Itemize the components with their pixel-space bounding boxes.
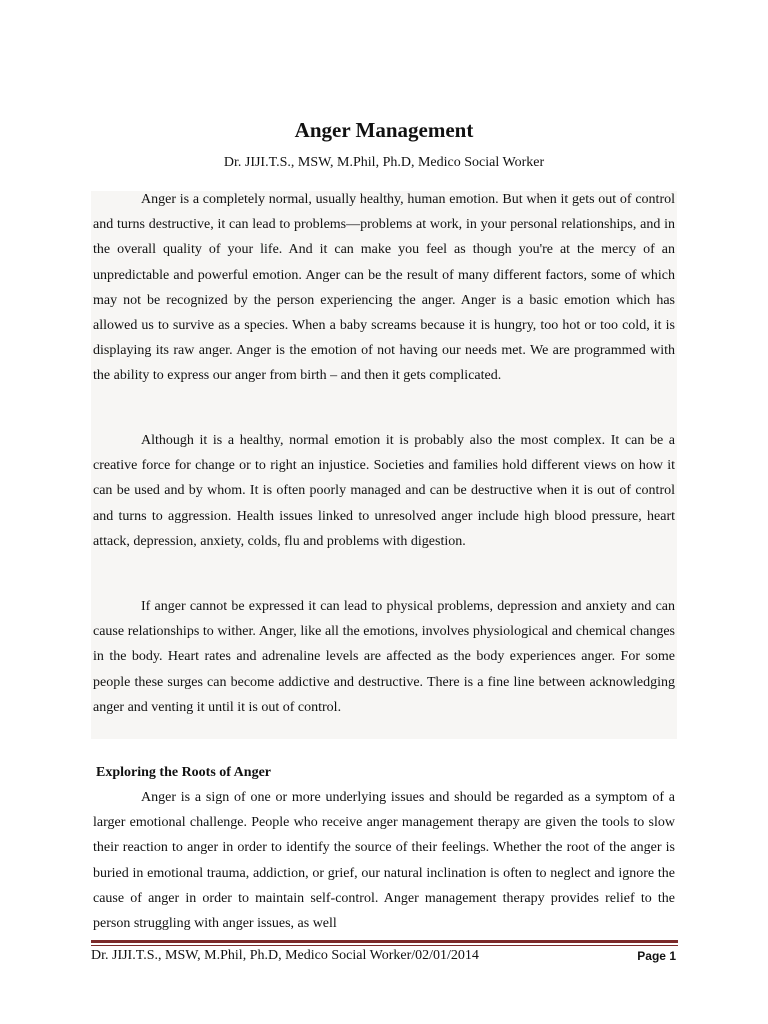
section-heading: Exploring the Roots of Anger <box>96 765 271 780</box>
footer-rule-thick <box>91 940 678 943</box>
footer-author-date: Dr. JIJI.T.S., MSW, M.Phil, Ph.D, Medico Social Worker/02/01/2014 <box>91 948 479 963</box>
document-title: Anger Management <box>294 118 474 142</box>
page-number: Page 1 <box>637 949 676 963</box>
section-paragraph: Anger is a sign of one or more underlying issues and should be regarded as a symptom of a larger emotional challenge. People who receive anger management therapy are given the tools to slow their reaction to anger in order to identify the source of their feelings. Whether the root of the anger is buried in emotional trauma, addiction, or grief, our natural inclination is often to neglect and ignore the cause of anger in order to maintain self-control. Anger management therapy provides relief to the person struggling with anger issues, as well <box>93 790 675 932</box>
paragraph-1: Anger is a completely normal, usually healthy, human emotion. But when it gets out of control and turns destructive, it can lead to problems—problems at work, in your personal relationships, and in the overall quality of your life. And it can make you feel as though you're at the mercy of an unpredictable and powerful emotion. Anger can be the result of many different factors, some of which may not be recognized by the person experiencing the anger. Anger is a basic emotion which has allowed us to survive as a species. When a baby screams because it is hungry, too hot or too cold, it is displaying its raw anger. Anger is the emotion of not having our needs met. We are programmed with the ability to express our anger from birth – and then it gets complicated. <box>93 192 675 384</box>
paragraph-2: Although it is a healthy, normal emotion it is probably also the most complex. It can be a creative force for change or to right an injustice. Societies and families hold different views on how it can be used and by whom. It is often poorly managed and can be destructive when it is out of control and turns to aggression. Health issues linked to unresolved anger include high blood pressure, heart attack, depression, anxiety, colds, flu and problems with digestion. <box>93 433 675 549</box>
paragraph-3: If anger cannot be expressed it can lead to physical problems, depression and anxiety and can cause relationships to wither. Anger, like all the emotions, involves physiological and chemical changes in the body. Heart rates and adrenaline levels are affected as the body experiences anger. For some people these surges can become addictive and destructive. There is a fine line between acknowledging anger and venting it until it is out of control. <box>93 599 675 715</box>
author-line: Dr. JIJI.T.S., MSW, M.Phil, Ph.D, Medico Social Worker <box>223 155 545 170</box>
